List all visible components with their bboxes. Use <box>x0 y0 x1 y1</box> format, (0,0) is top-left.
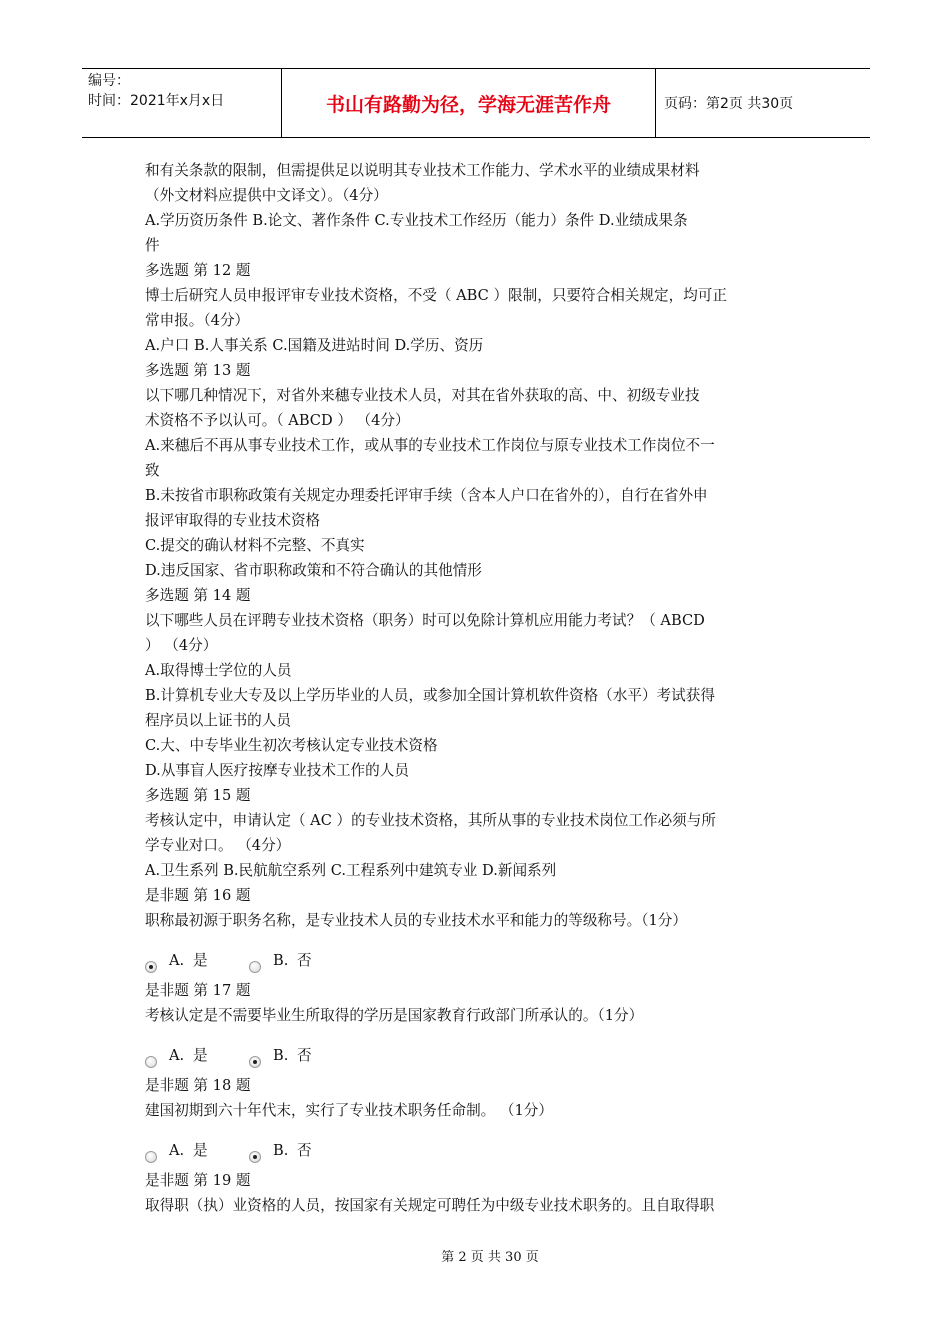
question-text: 建国初期到六十年代末，实行了专业技术职务任命制。 （1分） <box>145 1102 553 1119</box>
answer-options <box>145 933 810 978</box>
text-line: A.学历资历条件 B.论文、著作条件 C.专业技术工作经历（能力）条件 D.业绩成果条 <box>145 212 688 229</box>
text-line: A.户口 B.人事关系 C.国籍及进站时间 D.学历、资历 <box>145 337 484 354</box>
option-b-value: 否 <box>297 1142 312 1159</box>
text-line: A.取得博士学位的人员 <box>145 662 292 679</box>
option-a-value: 是 <box>193 1047 208 1064</box>
header-meta <box>82 69 282 137</box>
text-line: C.大、中专毕业生初次考核认定专业技术资格 <box>145 737 438 754</box>
text-line: D.违反国家、省市职称政策和不符合确认的其他情形 <box>145 562 482 579</box>
option-b-value: 否 <box>297 952 312 969</box>
option-b-label: B. <box>273 952 289 969</box>
text-line: 程序员以上证书的人员 <box>145 712 291 729</box>
question-text: 职称最初源于职务名称，是专业技术人员的专业技术水平和能力的等级称号。（1分） <box>145 912 687 929</box>
header-motto: 书山有路勤为径，学海无涯苦作舟 <box>282 69 656 137</box>
radio-b[interactable] <box>249 1056 261 1068</box>
text-line: 和有关条款的限制，但需提供足以说明其专业技术工作能力、学术水平的业绩成果材料 <box>145 162 700 179</box>
question-heading: 多选题 第 13 题 <box>145 362 251 379</box>
tf-question-18 <box>145 1073 810 1168</box>
text-line: A.卫生系列 B.民航航空系列 C.工程系列中建筑专业 D.新闻系列 <box>145 862 557 879</box>
text-line: 博士后研究人员申报评审专业技术资格，不受（ ABC ）限制，只要符合相关规定，均可正 <box>145 287 727 304</box>
text-line: （外文材料应提供中文译文）。（4分） <box>145 187 388 204</box>
document-number-label: 编号： <box>88 73 130 89</box>
text-line: 致 <box>145 462 160 479</box>
document-body <box>145 158 810 1218</box>
question-heading: 多选题 第 15 题 <box>145 787 251 804</box>
radio-a[interactable] <box>145 1056 157 1068</box>
text-line: 以下哪几种情况下，对省外来穗专业技术人员，对其在省外获取的高、中、初级专业技 <box>145 387 700 404</box>
question-text: 取得职（执）业资格的人员，按国家有关规定可聘任为中级专业技术职务的。且自取得职 <box>145 1197 715 1214</box>
text-line: 术资格不予以认可。（ ABCD ） （4分） <box>145 412 410 429</box>
option-b-value: 否 <box>297 1047 312 1064</box>
question-heading: 多选题 第 14 题 <box>145 587 251 604</box>
document-time-label: 时间：2021年x月x日 <box>88 93 225 109</box>
text-line: B.计算机专业大专及以上学历毕业的人员，或参加全国计算机软件资格（水平）考试获得 <box>145 687 715 704</box>
text-line: ） （4分） <box>145 637 218 654</box>
text-line: 以下哪些人员在评聘专业技术资格（职务）时可以免除计算机应用能力考试？（ ABCD <box>145 612 705 629</box>
text-line: 学专业对口。 （4分） <box>145 837 291 854</box>
option-b-label: B. <box>273 1142 289 1159</box>
question-heading: 是非题 第 16 题 <box>145 887 251 904</box>
radio-b[interactable] <box>249 1151 261 1163</box>
text-line: 常申报。（4分） <box>145 312 250 329</box>
header-page-info: 页码：第2页 共30页 <box>664 96 794 112</box>
question-heading: 多选题 第 12 题 <box>145 262 251 279</box>
tf-question-16 <box>145 883 810 978</box>
question-heading: 是非题 第 17 题 <box>145 982 251 999</box>
page-header <box>82 68 870 138</box>
text-line: C.提交的确认材料不完整、不真实 <box>145 537 365 554</box>
text-line: B.未按省市职称政策有关规定办理委托评审手续（含本人户口在省外的），自行在省外申 <box>145 487 708 504</box>
answer-options <box>145 1123 810 1168</box>
page-footer: 第 2 页 共 30 页 <box>441 1250 539 1265</box>
text-line: A.来穗后不再从事专业技术工作，或从事的专业技术工作岗位与原专业技术工作岗位不一 <box>145 437 715 454</box>
radio-b[interactable] <box>249 961 261 973</box>
question-heading: 是非题 第 18 题 <box>145 1077 251 1094</box>
text-line: 件 <box>145 237 160 254</box>
text-line: 考核认定中，申请认定（ AC ）的专业技术资格，其所从事的专业技术岗位工作必须与所 <box>145 812 716 829</box>
radio-a[interactable] <box>145 961 157 973</box>
option-a-label: A. <box>169 1047 185 1064</box>
text-line: D.从事盲人医疗按摩专业技术工作的人员 <box>145 762 409 779</box>
question-heading: 是非题 第 19 题 <box>145 1172 251 1189</box>
answer-options <box>145 1028 810 1073</box>
option-b-label: B. <box>273 1047 289 1064</box>
question-text: 考核认定是不需要毕业生所取得的学历是国家教育行政部门所承认的。（1分） <box>145 1007 644 1024</box>
text-line: 报评审取得的专业技术资格 <box>145 512 321 529</box>
option-a-value: 是 <box>193 1142 208 1159</box>
radio-a[interactable] <box>145 1151 157 1163</box>
option-a-label: A. <box>169 952 185 969</box>
option-a-label: A. <box>169 1142 185 1159</box>
tf-question-17 <box>145 978 810 1073</box>
option-a-value: 是 <box>193 952 208 969</box>
